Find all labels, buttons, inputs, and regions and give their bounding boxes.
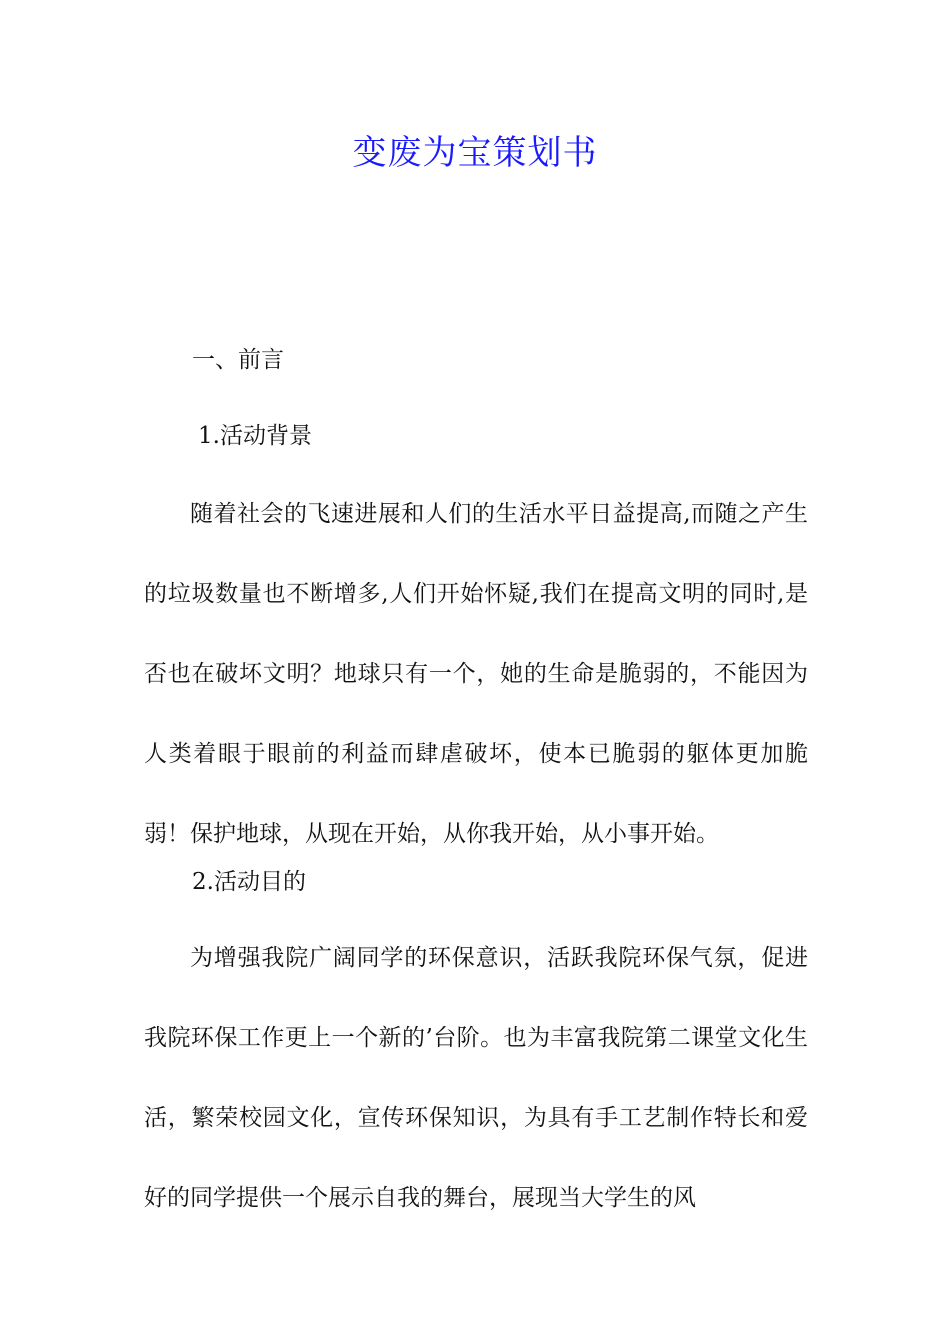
document-title: 变废为宝策划书 — [352, 133, 598, 173]
subsection-heading-purpose: 2.活动目的 — [192, 869, 306, 895]
subsection-heading-background: 1.活动背景 — [198, 423, 312, 449]
paragraph-background: 随着社会的飞速进展和人们的生活水平日益提高,而随之产生的垃圾数量也不断增多,人们开始怀疑,我们在提高文明的同时,是否也在破坏文明？地球只有一个，她的生命是脆弱的，不能因为人类着眼于眼前的利益而肆虐破坏，使本已脆弱的躯体更加脆弱！保护地球，从现在开始，从你我开始，从小事开始。 — [144, 501, 808, 847]
section-heading-preface: 一、前言 — [192, 347, 284, 373]
paragraph-purpose: 为增强我院广阔同学的环保意识，活跃我院环保气氛，促进我院环保工作更上一个新的’台阶。也为丰富我院第二课堂文化生活，繁荣校园文化，宣传环保知识，为具有手工艺制作特长和爱好的同学提供一个展示自我的舞台，展现当大学生的风 — [144, 945, 808, 1211]
